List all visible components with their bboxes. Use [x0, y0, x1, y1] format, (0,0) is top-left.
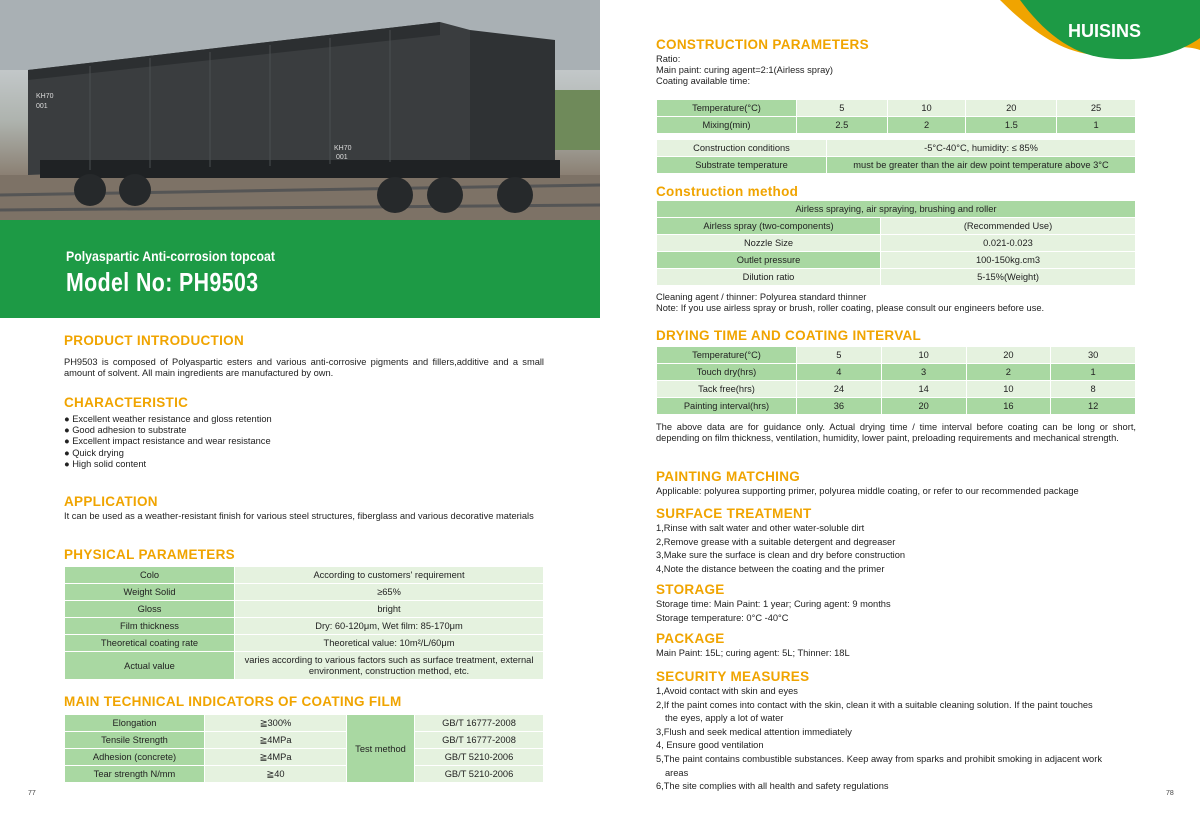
construction-method-heading: Construction method [656, 184, 799, 199]
characteristic-list [64, 414, 544, 470]
characteristic-item: ● Excellent impact resistance and wear resistance [64, 436, 271, 447]
table-row [657, 269, 1136, 286]
cons-line: Coating available time: [656, 76, 751, 87]
wagon-code-bottom: KH70 [334, 145, 352, 152]
indicator-value: ≧40 [205, 766, 347, 783]
drying-time-table [656, 346, 1136, 415]
construction-parameters-heading: CONSTRUCTION PARAMETERS [656, 37, 869, 52]
mix-header: 20 [966, 100, 1057, 117]
construction-parameters-text [656, 54, 1136, 88]
dry-cell: 16 [966, 398, 1051, 415]
wagon-code-bottom2: 001 [336, 154, 348, 161]
table-row [65, 567, 544, 584]
indicator-name: Adhesion (concrete) [65, 749, 205, 766]
hopper-wagon-photo [0, 0, 600, 220]
table-row [657, 140, 1136, 157]
dry-cell: 5 [797, 347, 882, 364]
characteristic-item: ● Good adhesion to substrate [64, 425, 187, 436]
surface-step: 3,Make sure the surface is clean and dry before construction [656, 550, 906, 561]
condition-name: Construction conditions [657, 140, 827, 157]
mix-cell: 1 [1057, 117, 1136, 134]
storage-line: Storage time: Main Paint: 1 year; Curing agent: 9 months [656, 599, 891, 609]
dry-cell: 1 [1051, 364, 1136, 381]
condition-name: Substrate temperature [657, 157, 827, 174]
dry-cell: 3 [881, 364, 966, 381]
product-introduction-text: PH9503 is composed of Polyaspartic esters and various anti-corrosive pigments and fillers,additive and a small amount of solvent. All main ingredients are manufactured by own. [64, 357, 544, 379]
param-value: Theoretical value: 10m²/L/60μm [235, 635, 544, 652]
dry-cell: 14 [881, 381, 966, 398]
table-row [65, 715, 544, 732]
security-measures-heading: SECURITY MEASURES [656, 669, 810, 684]
brand-name: HUISINS [1068, 21, 1142, 41]
technical-indicators-heading: MAIN TECHNICAL INDICATORS OF COATING FILM [64, 694, 402, 709]
indicator-value: ≧4MPa [205, 749, 347, 766]
dry-cell: 20 [881, 398, 966, 415]
physical-parameters-table [64, 566, 544, 680]
table-row [65, 601, 544, 618]
table-row [65, 635, 544, 652]
surface-step: 1,Rinse with salt water and other water-soluble dirt [656, 523, 865, 533]
param-name: Weight Solid [65, 584, 235, 601]
banner-subtitle: Polyaspartic Anti-corrosion topcoat [66, 248, 276, 264]
mix-cell: 2.5 [797, 117, 888, 134]
application-text: It can be used as a weather-resistant finish for various steel structures, fiberglass and various decorative materials [64, 511, 534, 521]
painting-matching-heading: PAINTING MATCHING [656, 469, 801, 484]
indicator-standard: GB/T 5210-2006 [415, 766, 544, 783]
table-row [657, 235, 1136, 252]
method-value: (Recommended Use) [881, 218, 1136, 235]
table-row [657, 100, 1136, 117]
indicator-value: ≧300% [205, 715, 347, 732]
table-row [657, 398, 1136, 415]
table-row [657, 201, 1136, 218]
dry-cell: 20 [966, 347, 1051, 364]
table-row [657, 252, 1136, 269]
table-row [657, 218, 1136, 235]
table-row [657, 157, 1136, 174]
indicator-standard: GB/T 5210-2006 [415, 749, 544, 766]
wagon-code-top: KH70 [36, 93, 54, 100]
param-value: Dry: 60-120μm, Wet film: 85-170μm [235, 618, 544, 635]
param-name: Gloss [65, 601, 235, 618]
condition-value: -5°C-40°C, humidity: ≤ 85% [827, 140, 1136, 157]
characteristic-item: ● Quick drying [64, 447, 124, 458]
dry-cell: 4 [797, 364, 882, 381]
page-number-right: 78 [1166, 790, 1174, 797]
conditions-table [656, 139, 1136, 174]
table-row [65, 584, 544, 601]
storage-line: Storage temperature: 0°C -40°C [656, 612, 789, 623]
indicator-standard: GB/T 16777-2008 [415, 715, 544, 732]
security-item: 2,If the paint comes into contact with the skin, clean it with a suitable cleaning solution. If the paint touches [656, 699, 1093, 710]
dry-cell: 8 [1051, 381, 1136, 398]
table-row [65, 766, 544, 783]
param-value: According to customers' requirement [235, 567, 544, 584]
indicator-name: Tear strength N/mm [65, 766, 205, 783]
mix-cell: 2 [887, 117, 966, 134]
wagon-code-side: 001 [36, 103, 48, 110]
wagon-illustration [0, 0, 600, 220]
method-name: Nozzle Size [657, 235, 881, 252]
param-value: varies according to various factors such as surface treatment, external environment, construction method, etc. [235, 652, 544, 680]
table-row [657, 117, 1136, 134]
mix-header: 10 [887, 100, 966, 117]
dry-cell: Painting interval(hrs) [657, 398, 797, 415]
test-method-label: Test method [347, 715, 415, 783]
mix-cell: 1.5 [966, 117, 1057, 134]
condition-value: must be greater than the air dew point temperature above 3°C [827, 157, 1136, 174]
cons-line: Main paint: curing agent=2:1(Airless spray) [656, 65, 833, 76]
param-value: ≥65% [235, 584, 544, 601]
dry-cell: 24 [797, 381, 882, 398]
product-introduction-heading: PRODUCT INTRODUCTION [64, 333, 244, 348]
technical-indicators-table [64, 714, 544, 783]
mix-header: Temperature(°C) [657, 100, 797, 117]
package-heading: PACKAGE [656, 631, 725, 646]
construction-method-notes [656, 292, 1136, 314]
method-note: Cleaning agent / thinner: Polyurea standard thinner [656, 292, 867, 302]
application-heading: APPLICATION [64, 494, 158, 509]
dry-cell: 12 [1051, 398, 1136, 415]
characteristic-item: ● High solid content [64, 458, 147, 469]
surface-treatment-list [656, 522, 1136, 576]
param-value: bright [235, 601, 544, 618]
security-item: 1,Avoid contact with skin and eyes [656, 686, 798, 696]
dry-cell: 2 [966, 364, 1051, 381]
security-item: 3,Flush and seek medical attention immediately [656, 726, 852, 737]
indicator-value: ≧4MPa [205, 732, 347, 749]
method-name: Outlet pressure [657, 252, 881, 269]
indicator-name: Tensile Strength [65, 732, 205, 749]
dry-cell: 10 [966, 381, 1051, 398]
storage-heading: STORAGE [656, 582, 725, 597]
dry-cell: Temperature(°C) [657, 347, 797, 364]
table-row [657, 364, 1136, 381]
mix-cell: Mixing(min) [657, 117, 797, 134]
security-item: 5,The paint contains combustible substances. Keep away from sparks and prohibit smoking in adjacent work [656, 753, 1102, 764]
page-number-left: 77 [28, 790, 36, 797]
security-item: the eyes, apply a lot of water [665, 713, 784, 724]
method-value: 100-150kg.cm3 [881, 252, 1136, 269]
method-name: Airless spray (two-components) [657, 218, 881, 235]
dry-cell: 30 [1051, 347, 1136, 364]
dry-cell: Touch dry(hrs) [657, 364, 797, 381]
param-name: Actual value [65, 652, 235, 680]
drying-note: The above data are for guidance only. Actual drying time / time interval before coating can be long or short, depending on film thickness, ventilation, humidity, lower paint, preloading requirements and mechanical strength. [656, 422, 1136, 444]
dry-cell: 10 [881, 347, 966, 364]
indicator-name: Elongation [65, 715, 205, 732]
characteristic-heading: CHARACTERISTIC [64, 395, 189, 410]
param-name: Film thickness [65, 618, 235, 635]
indicator-standard: GB/T 16777-2008 [415, 732, 544, 749]
security-measures-list [656, 685, 1136, 794]
security-item: 6,The site complies with all health and safety regulations [656, 781, 889, 792]
construction-method-table [656, 200, 1136, 286]
method-value: 0.021-0.023 [881, 235, 1136, 252]
table-row [65, 652, 544, 680]
table-row [65, 618, 544, 635]
product-banner [0, 220, 600, 318]
security-item: areas [665, 767, 689, 778]
painting-matching-text: Applicable: polyurea supporting primer, polyurea middle coating, or refer to our recommended package [656, 486, 1079, 496]
security-item: 4, Ensure good ventilation [656, 740, 764, 751]
banner-model: Model No: PH9503 [66, 267, 259, 297]
cons-line: Ratio: [656, 54, 681, 64]
surface-step: 4,Note the distance between the coating and the primer [656, 563, 885, 574]
table-row [65, 749, 544, 766]
characteristic-item: ● Excellent weather resistance and gloss retention [64, 414, 272, 424]
surface-step: 2,Remove grease with a suitable detergent and degreaser [656, 536, 896, 547]
surface-treatment-heading: SURFACE TREATMENT [656, 506, 812, 521]
table-row [657, 381, 1136, 398]
package-text: Main Paint: 15L; curing agent: 5L; Thinner: 18L [656, 648, 850, 658]
mix-header: 5 [797, 100, 888, 117]
param-name: Colo [65, 567, 235, 584]
method-note: Note: If you use airless spray or brush, roller coating, please consult our engineers before use. [656, 303, 1045, 314]
param-name: Theoretical coating rate [65, 635, 235, 652]
method-summary: Airless spraying, air spraying, brushing and roller [657, 201, 1136, 218]
method-name: Dilution ratio [657, 269, 881, 286]
table-row [65, 732, 544, 749]
table-row [657, 347, 1136, 364]
mix-header: 25 [1057, 100, 1136, 117]
mixing-table [656, 99, 1136, 134]
method-value: 5-15%(Weight) [881, 269, 1136, 286]
physical-parameters-heading: PHYSICAL PARAMETERS [64, 547, 235, 562]
dry-cell: Tack free(hrs) [657, 381, 797, 398]
dry-cell: 36 [797, 398, 882, 415]
drying-time-heading: DRYING TIME AND COATING INTERVAL [656, 328, 922, 343]
storage-text [656, 598, 1136, 625]
